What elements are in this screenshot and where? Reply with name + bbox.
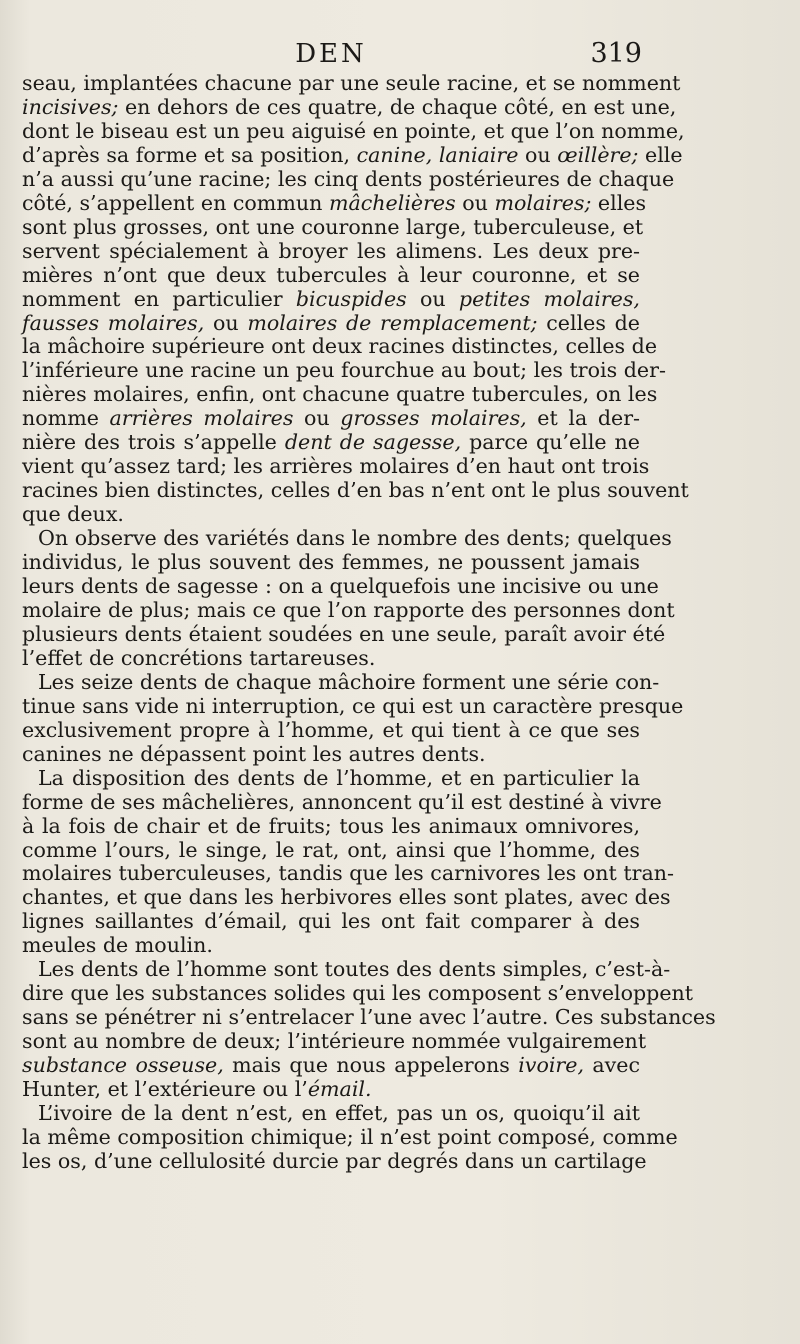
text-run: et la der-: [526, 406, 640, 431]
text-run: mières n’ont que deux tubercules à leur couronne, et se: [22, 262, 640, 287]
text-line: [22, 669, 660, 695]
text-run: meules de moulin.: [22, 933, 213, 958]
text-line: [22, 358, 666, 383]
text-run: lignes saillantes d’émail, qui les ont fait comparer à des: [22, 909, 640, 934]
text-run: la mâchoire supérieure ont deux racines distinctes, celles de: [22, 334, 658, 359]
text-line: [22, 334, 658, 359]
text-run: en dehors de ces quatre, de chaque côté, en est une,: [118, 94, 677, 119]
text-run: sans se pénétrer ni s’entrelacer l’une avec l’autre. Ces substances: [22, 1005, 716, 1030]
text-line: [22, 693, 684, 719]
text-line: [22, 1148, 647, 1174]
text-line: [22, 574, 659, 599]
italic-term: incisives;: [22, 94, 119, 119]
italic-term: dent de sagesse,: [284, 430, 462, 455]
text-run: leurs dents de sagesse : on a quelquefois une incisive ou une: [22, 574, 659, 599]
text-line: [22, 454, 650, 479]
text-run: mais que nous appelerons: [223, 1053, 519, 1078]
italic-term: substance osseuse,: [22, 1053, 224, 1078]
text-run: forme de ses mâchelières, annoncent qu’il est destiné à vivre: [22, 789, 662, 814]
text-line: [22, 240, 640, 264]
text-line: [22, 1005, 716, 1030]
text-line: [22, 861, 674, 886]
paragraph: [22, 669, 684, 767]
text-run: ou: [455, 190, 495, 215]
text-run: dire que les substances solides qui les composent s’enveloppent: [22, 981, 694, 1006]
text-line: [22, 142, 683, 168]
text-body: [22, 71, 716, 1174]
text-run: elles: [591, 190, 647, 215]
paragraph: [22, 526, 675, 671]
italic-term: canine, laniaire: [356, 142, 519, 167]
text-run: la même composition chimique; il n’est point composé, comme: [22, 1124, 678, 1149]
italic-term: petites molaires,: [458, 286, 640, 311]
italic-term: mâchelières: [328, 190, 456, 215]
text-run: molaires tuberculeuses, tandis que les carnivores les ont tran-: [22, 861, 674, 886]
text-line: [22, 71, 681, 96]
text-run: molaire de plus; mais ce que l’on rapporte des personnes dont: [22, 597, 675, 622]
paragraph: [22, 1100, 678, 1174]
text-run: Hunter, et l’extérieure ou l’: [22, 1077, 308, 1102]
text-line: [22, 981, 694, 1006]
italic-term: molaires de remplacement;: [247, 310, 538, 335]
text-line: [22, 1124, 678, 1150]
text-line: [22, 551, 640, 575]
text-line: [22, 94, 677, 120]
text-run: elle: [638, 142, 683, 167]
text-run: les os, d’une cellulosité durcie par degrés dans un cartilage: [22, 1148, 647, 1173]
text-line: [22, 288, 640, 312]
text-run: canines ne dépassent point les autres dents.: [22, 741, 486, 766]
text-run: n’a aussi qu’une racine; les cinq dents postérieures de chaque: [22, 166, 675, 191]
text-run: nière des trois s’appelle: [22, 430, 285, 455]
text-run: La disposition des dents de l’homme, et en particulier la: [38, 765, 640, 790]
italic-term: arrières molaires: [109, 406, 294, 431]
text-line: [22, 815, 640, 839]
text-run: On observe des variétés dans le nombre des dents; quelques: [38, 526, 672, 551]
text-run: tinue sans vide ni interruption, ce qui est un caractère presque: [22, 693, 684, 718]
text-line: [22, 719, 640, 743]
text-run: nomme: [22, 406, 110, 431]
text-line: [22, 1102, 640, 1126]
paragraph: [22, 957, 716, 1102]
text-run: sont plus grosses, ont une couronne large, tuberculeuse, et: [22, 214, 644, 239]
text-run: nomment en particulier: [22, 286, 296, 311]
text-run: à la fois de chair et de fruits; tous les animaux omnivores,: [22, 813, 640, 838]
text-run: ou: [406, 286, 459, 311]
text-line: [22, 621, 666, 647]
text-run: ou: [293, 406, 341, 431]
text-line: [22, 839, 640, 863]
text-line: [22, 1078, 640, 1102]
text-run: avec: [584, 1053, 640, 1078]
text-line: [22, 885, 671, 910]
text-line: [22, 264, 640, 288]
text-run: celles de: [537, 310, 640, 335]
italic-term: grosses molaires,: [340, 406, 527, 431]
italic-term: molaires;: [494, 190, 592, 215]
text-line: [22, 743, 640, 767]
text-line: [22, 526, 672, 551]
text-run: Les seize dents de chaque mâchoire forment une série con-: [38, 669, 660, 694]
text-run: exclusivement propre à l’homme, et qui tient à ce que ses: [22, 717, 640, 742]
text-run: dont le biseau est un peu aiguisé en pointe, et que l’on nomme,: [22, 118, 685, 143]
text-run: plusieurs dents étaient soudées en une seule, paraît avoir été: [22, 621, 666, 646]
text-run: vient qu’assez tard; les arrières molaires d’en haut ont trois: [22, 454, 650, 479]
text-run: servent spécialement à broyer les alimens. Les deux pre-: [22, 238, 640, 263]
text-line: [22, 1029, 647, 1054]
running-head-title: DEN: [295, 39, 367, 69]
text-run: nières molaires, enfin, ont chacune quatre tubercules, on les: [22, 382, 658, 407]
text-run: d’après sa forme et sa position,: [22, 142, 357, 167]
text-run: côté, s’appellent en commun: [22, 190, 329, 215]
text-run: L’ivoire de la dent n’est, en effet, pas un os, quoiqu’il ait: [38, 1100, 640, 1125]
text-line: [22, 957, 671, 982]
text-line: [22, 166, 675, 192]
text-line: [22, 118, 685, 144]
italic-term: fausses molaires,: [22, 310, 205, 335]
text-run: parce qu’elle ne: [461, 430, 640, 455]
text-line: [22, 503, 640, 527]
text-line: [22, 910, 640, 934]
text-run: chantes, et que dans les herbivores elles sont plates, avec des: [22, 885, 671, 910]
text-line: [22, 214, 644, 240]
running-head: [20, 34, 642, 74]
text-run: seau, implantées chacune par une seule racine, et se nomment: [22, 71, 681, 95]
text-run: ou: [204, 310, 248, 335]
text-run: l’effet de concrétions tartareuses.: [22, 645, 376, 670]
text-line: [22, 647, 640, 671]
text-line: [22, 1054, 640, 1078]
paragraph: [22, 765, 674, 959]
italic-term: ivoire,: [518, 1053, 585, 1078]
text-line: [22, 431, 640, 455]
text-run: Les dents de l’homme sont toutes des dents simples, c’est-à-: [38, 957, 671, 982]
text-line: [22, 407, 640, 431]
text-line: [22, 934, 640, 958]
italic-term: émail.: [307, 1077, 372, 1102]
text-line: [22, 312, 640, 336]
text-run: comme l’ours, le singe, le rat, ont, ainsi que l’homme, des: [22, 837, 640, 862]
text-run: ou: [518, 142, 558, 167]
text-run: sont au nombre de deux; l’intérieure nommée vulgairement: [22, 1029, 647, 1054]
text-line: [22, 190, 647, 216]
text-line: [22, 789, 662, 815]
paragraph: [22, 71, 689, 527]
italic-term: œillère;: [557, 142, 639, 167]
text-run: l’inférieure une racine un peu fourchue au bout; les trois der-: [22, 358, 666, 383]
text-run: que deux.: [22, 502, 124, 527]
text-run: racines bien distinctes, celles d’en bas n’ent ont le plus souvent: [22, 478, 689, 503]
text-run: individus, le plus souvent des femmes, ne poussent jamais: [22, 550, 640, 575]
page-number: 319: [590, 38, 642, 69]
text-line: [22, 597, 675, 623]
text-line: [22, 478, 689, 503]
text-line: [22, 382, 658, 407]
italic-term: bicuspides: [295, 286, 407, 311]
text-line: [22, 767, 640, 791]
